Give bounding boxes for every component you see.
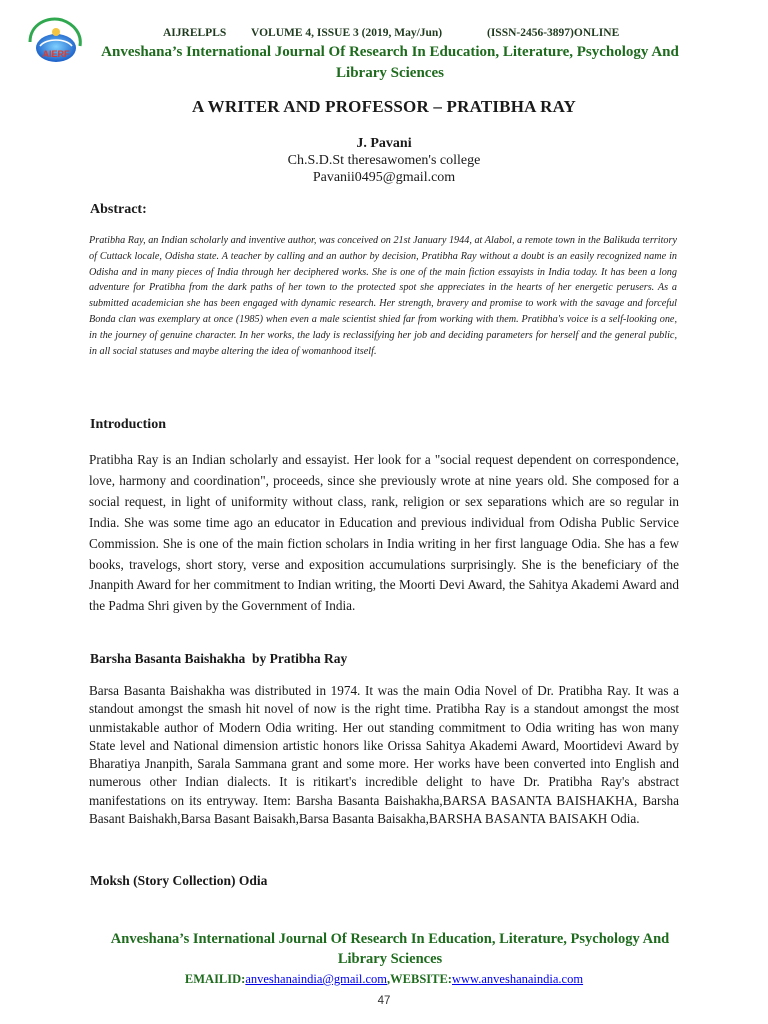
author-email: Pavanii0495@gmail.com [312, 170, 456, 185]
issn: (ISSN-2456-3897)ONLINE [487, 27, 620, 39]
journal-logo [26, 12, 86, 70]
footer-journal-line2: Library Sciences [337, 951, 443, 967]
footer-journal-line1: Anveshana’s International Journal Of Research In Education, Literature, Psychology And [110, 931, 670, 947]
abstract-heading: Abstract: [90, 202, 147, 217]
journal-code: AIJRELPLS [163, 27, 227, 39]
barsha-section-text: Barsa Basanta Baishakha was distributed in 1974. It was the main Odia Novel of Dr. Pratibha Ray. It was a standout amongst the smash hit novel of now is the right time. Pratibha Ray is a standout amongst the most unmistakable author of Modern Odia writing. Her out standing commitment to Odia writing has won many State level and National dimension artistic honors like Orissa Sahitya Akademi Award, Moortidevi Award by Bharatiya Jnanpith, Sarala Sammana grant and some more. Her works have been converted into English and numerous other Indian dialects. It is ritikart's incredible delight to have Dr. Pratibha Ray's abstract manifestations on its entryway. Item: Barsha Basanta Baishakha,BARSA BASANTA BAISHAKHA, Barsha Basant Baishakh,Barsa Basant Baisakh,Barsa Basanta Baisakha,BARSHA BASANTA BAISAKH Odia. [89, 683, 679, 827]
moksh-section-heading: Moksh (Story Collection) Odia [90, 873, 268, 888]
paper-title: A WRITER AND PROFESSOR – PRATIBHA RAY [192, 97, 576, 116]
footer-email-link[interactable]: anveshanaindia@gmail.com [245, 972, 388, 986]
introduction-heading: Introduction [90, 417, 166, 432]
svg-text:AIERF: AIERF [42, 49, 70, 59]
footer-website-label: ,WEBSITE: [387, 972, 452, 986]
header-meta [0, 27, 768, 41]
abstract-text: Pratibha Ray, an Indian scholarly and inventive author, was conceived on 21st January 1944, at Alabol, a remote town in the Balikuda territory of Cuttack locale, Odisha state. A teacher by calling and an author by decision, Pratibha Ray without a doubt is an easily recognized name in Odisha and in many pieces of India through her deciphered works. She is one of the main fiction essayists in India today. It has been a long adventure for Pratibha from the dark paths of her town to the protected spot she appreciates in the hearts of her energetic perusers. As a submitted academician she has been engaged with dynamic research. Her strength, bravery and promise to work with the savage and forceful Bonda clan was exemplary at once (1985) when even a male scientist shied far from working with them. Pratibha's voice is a self-looking one, in the journey of genuine character. In her works, the lady is reclassifying her job and deciding parameters for herself and the general public, in all social statuses and maybe altering the idea of womanhood itself. [89, 235, 677, 357]
page-number: 47 [377, 995, 391, 1007]
footer-contact [0, 972, 768, 987]
barsha-section-heading: Barsha Basanta Baishakha by Pratibha Ray [90, 651, 348, 666]
footer-email-label: EMAILID: [184, 972, 246, 986]
author-name: J. Pavani [356, 136, 412, 151]
introduction-text: Pratibha Ray is an Indian scholarly and essayist. Her look for a "social request dependent on correspondence, love, harmony and coordination", proceeds, since she previously wrote at nine years old. She composed for a social request, in light of uniformity without class, rank, religion or sex separations which are so regular in India. She was some time ago an educator in Education and previous individual from Odisha Public Service Commission. She is one of the main fiction scholars in India writing in her first language Odia. She has a few books, travelogs, short story, verse and exposition accumulations surprisingly. She is the beneficiary of the Jnanpith Award for her commitment to Indian writing, the Moorti Devi Award, the Sahitya Akademi Award and the Padma Shri given by the Government of India. [89, 452, 679, 614]
header-journal-line2: Library Sciences [336, 65, 444, 81]
footer-journal-name [80, 929, 700, 969]
volume-issue: VOLUME 4, ISSUE 3 (2019, May/Jun) [251, 27, 443, 39]
header-journal-name [80, 42, 700, 84]
footer-website-link[interactable]: www.anveshanaindia.com [451, 972, 584, 986]
author-affiliation: Ch.S.D.St theresawomen's college [287, 153, 481, 168]
header-journal-line1: Anveshana’s International Journal Of Research In Education, Literature, Psychology And [101, 44, 679, 60]
